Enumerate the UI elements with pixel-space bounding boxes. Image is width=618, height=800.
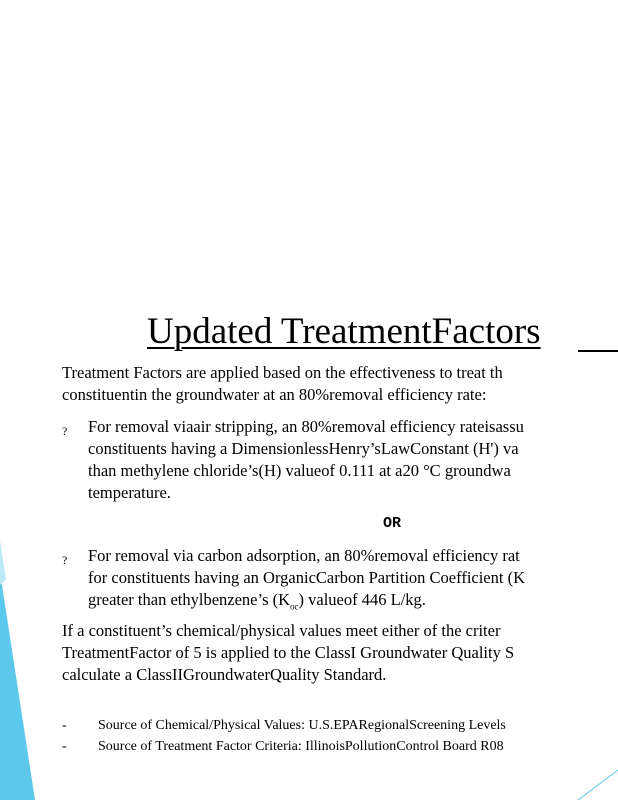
or-separator: OR: [383, 515, 402, 532]
slide-title: Updated TreatmentFactors: [147, 311, 541, 352]
intro-line-1: Treatment Factors are applied based on the effectiveness to treat th: [62, 363, 503, 382]
bullet2-line-2: for constituents having an OrganicCarbon Partition Coefficient (K: [88, 568, 526, 587]
koc-subscript: oc: [290, 601, 299, 612]
closing-line-3: calculate a ClassIIGroundwaterQuality Standard.: [62, 665, 387, 684]
bullet1-line-3: than methylene chloride’s(H) valueof 0.111 at a20 °C groundwa: [88, 461, 511, 480]
bullet-marker: ?: [62, 553, 68, 567]
right-accent-decoration: [578, 760, 618, 800]
bullet1-line-1: For removal viaair stripping, an 80%removal efficiency rateisassu: [88, 417, 524, 436]
source-text: Source of Treatment Factor Criteria: IllinoisPollutionControl Board R08: [98, 739, 504, 754]
source-text: Source of Chemical/Physical Values: U.S.EPARegionalScreening Levels: [98, 718, 506, 733]
bullet-marker: ?: [62, 424, 68, 438]
closing-line-2: TreatmentFactor of 5 is applied to the ClassI Groundwater Quality S: [62, 643, 515, 662]
bullet1-line-2: constituents having a DimensionlessHenry’sLawConstant (H') va: [88, 439, 519, 458]
bullet1-line-4: temperature.: [88, 483, 171, 502]
closing-line-1: If a constituent’s chemical/physical values meet either of the criter: [62, 621, 501, 640]
title-underline-extension: [578, 350, 618, 352]
bullet2-line-3: greater than ethylbenzene’s $(K_{oc})$ valueof 446 L/kg.: [88, 590, 426, 612]
intro-line-2: constituentin the groundwater at an 80%removal efficiency rate:: [62, 385, 487, 404]
left-accent-decoration: [0, 0, 60, 800]
bullet2-line-1: For removal via carbon adsorption, an 80%removal efficiency rat: [88, 546, 520, 565]
